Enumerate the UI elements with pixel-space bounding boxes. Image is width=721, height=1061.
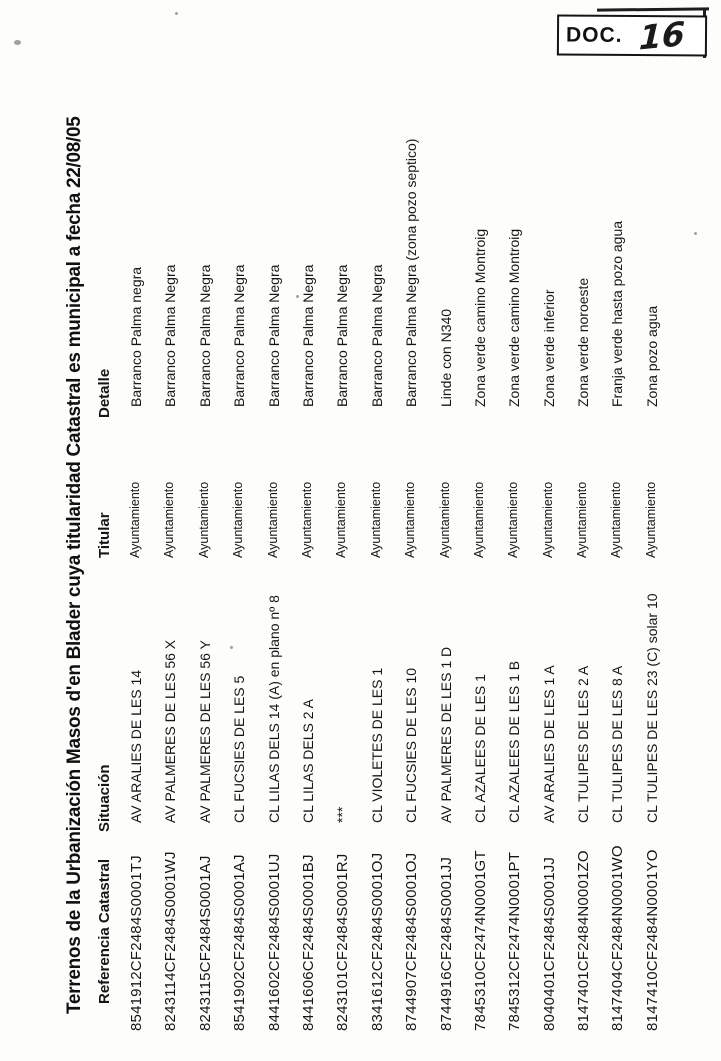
cell-titular: Ayuntamiento [265, 481, 280, 558]
cell-situacion: CL AZALEES DE LES 1 B [506, 660, 523, 823]
cell-situacion: CL FUCSIES DE LES 5 [231, 675, 248, 823]
table-row [432, 0, 466, 1061]
table-row [500, 0, 534, 1061]
cell-referencia: 7845310CF2474N0001GT [471, 850, 489, 1031]
cell-titular: Ayuntamiento [540, 481, 555, 558]
table-row [397, 0, 431, 1061]
cell-referencia: 8744916CF2484S0001JJ [437, 856, 455, 1031]
table-row [535, 0, 569, 1061]
cell-detalle: Barranco Palma Negra (zona pozo septico) [403, 138, 420, 407]
cell-situacion: CL TULIPES DE LES 2 A [575, 665, 592, 823]
cell-titular: Ayuntamiento [334, 481, 349, 558]
cell-situacion: CL FUCSIES DE LES 10 [403, 667, 420, 823]
doc-stamp-label: DOC. [565, 23, 623, 47]
table-row [603, 0, 637, 1061]
cell-titular: Ayuntamiento [196, 481, 211, 558]
document-title: Terrenos de la Urbanización Masos d'en Blader cuya titularidad Catastral es municipal a fecha 22/08/05 [64, 116, 85, 1014]
cell-detalle: Barranco Palma Negra [368, 264, 385, 407]
table-row [260, 0, 294, 1061]
cell-detalle: Barranco Palma Negra [231, 264, 248, 407]
table-row [122, 0, 156, 1061]
header-situacion: Situación [96, 764, 113, 832]
table-body [122, 0, 672, 1061]
cell-situacion: AV ARALIES DE LES 1 A [540, 665, 557, 823]
cell-detalle: Linde con N340 [437, 308, 454, 407]
cell-titular: Ayuntamiento [368, 481, 383, 558]
cell-referencia: 8243114CF2484S0001WJ [162, 851, 180, 1031]
cell-detalle: Zona verde camino Montroig [506, 228, 523, 407]
header-titular: Titular [96, 512, 113, 558]
cell-titular: Ayuntamiento [506, 481, 521, 558]
cell-referencia: 8541902CF2484S0001AJ [231, 854, 249, 1031]
cell-situacion: AV PALMERES DE LES 1 D [437, 646, 454, 823]
cell-titular: Ayuntamiento [162, 481, 177, 558]
cell-referencia: 8441606CF2484S0001BJ [299, 854, 317, 1031]
cell-titular: Ayuntamiento [437, 481, 452, 558]
cell-referencia: 7845312CF2474N0001PT [506, 851, 524, 1031]
cell-situacion: CL TULIPES DE LES 23 (C) solar 10 [643, 593, 660, 823]
header-detalle: Detalle [96, 368, 113, 418]
cell-titular: Ayuntamiento [403, 481, 418, 558]
cell-titular: Ayuntamiento [609, 481, 624, 558]
cell-situacion: CL LILAS DELS 2 A [299, 699, 316, 823]
cell-situacion: CL VIOLETES DE LES 1 [368, 667, 385, 823]
table-row [466, 0, 500, 1061]
cell-referencia: 8441602CF2484S0001UJ [265, 853, 283, 1031]
table-row [225, 0, 259, 1061]
cell-referencia: 8147401CF2484N0001ZO [575, 850, 593, 1031]
cell-detalle: Barranco Palma Negra [265, 264, 282, 407]
cell-detalle: Barranco Palma Negra [334, 264, 351, 407]
cell-titular: Ayuntamiento [575, 481, 590, 558]
cell-situacion: AV ARALIES DE LES 14 [128, 669, 144, 823]
cell-detalle: Franja verde hasta pozo agua [609, 220, 626, 407]
table-row [638, 0, 672, 1061]
cell-referencia: 8040401CF2484S0001JJ [540, 856, 558, 1031]
cell-detalle: Zona verde camino Montroig [471, 228, 488, 407]
cell-referencia: 8243101CF2484S0001RJ [334, 853, 352, 1031]
cell-detalle: Zona verde noroeste [575, 277, 592, 407]
cell-detalle: Zona pozo agua [643, 305, 660, 407]
cell-detalle: Zona verde inferior [540, 289, 557, 407]
cell-titular: Ayuntamiento [643, 481, 658, 558]
cell-situacion: CL AZALEES DE LES 1 [471, 674, 488, 823]
table-row [294, 0, 328, 1061]
cell-detalle: Barranco Palma negra [128, 266, 144, 407]
cell-referencia: 8744907CF2484S0001OJ [403, 852, 421, 1031]
header-referencia-catastral: Referencia Catastral [96, 858, 113, 1004]
cell-situacion: AV PALMERES DE LES 56 Y [196, 640, 213, 823]
table-header [96, 0, 118, 1061]
cell-titular: Ayuntamiento [471, 481, 486, 558]
cell-situacion: CL LILAS DELS 14 (A) en plano nº 8 [265, 595, 282, 823]
cell-situacion: *** [334, 806, 351, 823]
cell-referencia: 8147404CF2484N0001WO [609, 845, 627, 1031]
cell-referencia: 8541912CF2484S0001TJ [128, 855, 145, 1031]
cell-detalle: Barranco Palma Negra [162, 264, 179, 407]
doc-stamp-number: 16 [637, 13, 686, 58]
cell-detalle: Barranco Palma Negra [196, 264, 213, 407]
cell-referencia: 8243115CF2484S0001AJ [196, 855, 214, 1031]
cell-titular: Ayuntamiento [299, 481, 314, 558]
table-row [156, 0, 190, 1061]
cell-situacion: CL TULIPES DE LES 8 A [609, 665, 626, 823]
cell-titular: Ayuntamiento [231, 481, 246, 558]
cell-detalle: Barranco Palma Negra [299, 264, 316, 407]
cell-titular: Ayuntamiento [128, 481, 142, 558]
cell-referencia: 8147410CF2484N0001YO [643, 849, 661, 1031]
cell-situacion: AV PALMERES DE LES 56 X [162, 639, 179, 823]
table-row [569, 0, 603, 1061]
table-row [328, 0, 362, 1061]
table-row [363, 0, 397, 1061]
cell-referencia: 8341612CF2484S0001OJ [368, 852, 386, 1031]
table-row [191, 0, 225, 1061]
